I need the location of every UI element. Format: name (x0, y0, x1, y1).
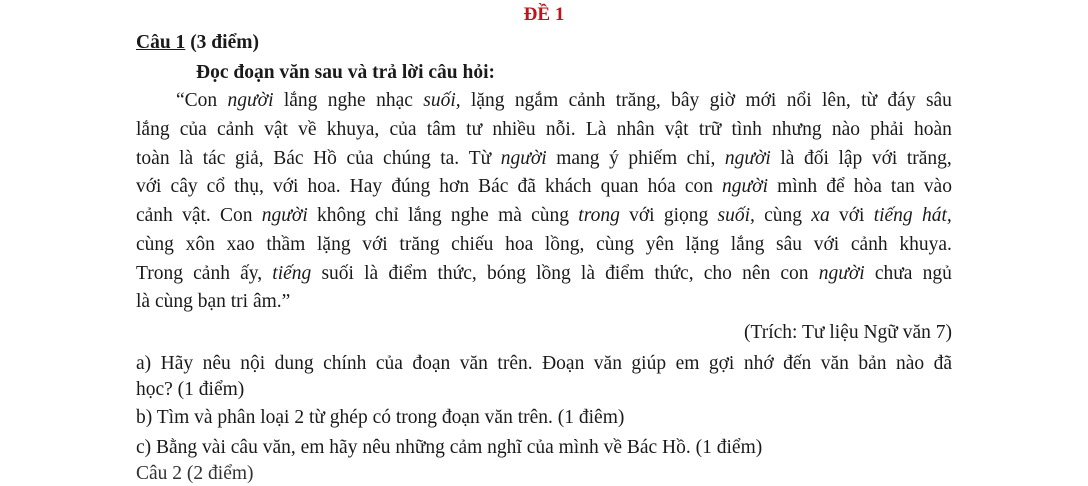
word: với (273, 176, 299, 197)
word: khách (545, 176, 592, 197)
word: cùng (136, 234, 174, 255)
word: nào (831, 119, 860, 140)
word: lắng (408, 205, 442, 226)
word: cây (170, 176, 198, 197)
word: hát, (921, 205, 952, 226)
word: giả, (234, 148, 264, 169)
word: cảnh (217, 119, 254, 140)
word: đáy (887, 90, 916, 111)
word: người (724, 148, 771, 169)
word: cảnh (850, 234, 888, 255)
word: lắng (136, 119, 170, 140)
word: người (722, 176, 768, 197)
word: vật (264, 119, 288, 140)
word: bản (858, 353, 887, 374)
word: tình (731, 119, 762, 140)
word: quan (600, 176, 639, 197)
word: trăng, (615, 90, 661, 111)
word: người (261, 205, 308, 226)
word: với (838, 205, 865, 226)
word: Bác (273, 148, 304, 169)
word: đối (804, 148, 829, 169)
word: ý (609, 148, 619, 169)
word: trữ (698, 119, 722, 140)
passage-line (136, 233, 952, 257)
word: nào (895, 353, 925, 374)
question-b: b) Tìm và phân loại 2 từ ghép có trong đoạn văn trên. (1 điêm) (136, 407, 625, 428)
word: nội (240, 353, 266, 374)
passage-line (136, 204, 952, 228)
question-number: Câu 1 (136, 32, 186, 53)
word: văn (593, 353, 622, 374)
word: trong (578, 205, 620, 226)
word: nhiều (492, 119, 536, 140)
word: để (826, 176, 845, 197)
word: hoa (505, 234, 534, 255)
word: Hồ (313, 148, 337, 169)
word: của (346, 148, 374, 169)
word: khuya. (899, 234, 952, 255)
word: toàn (136, 148, 170, 169)
passage-line (176, 89, 952, 113)
word: về (298, 119, 317, 140)
word: với (136, 176, 162, 197)
word: ngắm (514, 90, 559, 111)
word: con (684, 176, 713, 197)
word: Trong (136, 263, 183, 284)
question-heading (136, 31, 259, 55)
word: của (179, 119, 207, 140)
word: cảnh (568, 90, 606, 111)
word: đoạn (412, 353, 451, 374)
word: ấy, (240, 263, 263, 284)
word: là (364, 263, 379, 284)
word: văn (820, 353, 849, 374)
word: xa (811, 205, 830, 226)
word: mình (777, 176, 818, 197)
word: nhưng (772, 119, 822, 140)
word: cảnh (193, 263, 230, 284)
word: cổ (206, 176, 226, 197)
word: a) (136, 353, 152, 374)
word: chỉ (375, 205, 399, 226)
word: Bác (478, 176, 509, 197)
word: người (500, 148, 547, 169)
word: trăng (399, 234, 440, 255)
word: cùng (596, 234, 635, 255)
word: giúp (631, 353, 667, 374)
word: suối, (717, 205, 755, 226)
word: nghe (450, 205, 489, 226)
word: cho (703, 263, 732, 284)
question-a-line-1 (136, 352, 952, 376)
word: không (317, 205, 366, 226)
word: gợi (708, 353, 735, 374)
question-2-partial (136, 462, 296, 484)
word: mang (556, 148, 600, 169)
word: giờ (709, 90, 736, 111)
word: tác (202, 148, 226, 169)
word: sâu (776, 234, 803, 255)
word: dung (274, 353, 314, 374)
word: tiếng (272, 263, 312, 284)
question-points: (3 điểm) (185, 32, 259, 53)
word: văn (459, 353, 488, 374)
word: lặng (317, 234, 351, 255)
word: Hay (349, 176, 383, 197)
word: vật (664, 119, 689, 140)
word: chiếu (451, 234, 494, 255)
word: người (818, 263, 865, 284)
word: trên. (497, 353, 533, 374)
reading-instruction: Đọc đoạn văn sau và trả lời câu hỏi: (196, 62, 495, 83)
word: mới (745, 90, 777, 111)
word: với (362, 234, 388, 255)
word: cảnh (136, 205, 173, 226)
word: lên, (822, 90, 851, 111)
word: lồng (536, 263, 571, 284)
question-2-partial-text: Câu 2 (2 điểm) (136, 463, 254, 484)
word: cùng (531, 205, 570, 226)
word: ngủ (922, 263, 952, 284)
word: chỉ, (686, 148, 716, 169)
word: từ (861, 90, 878, 111)
passage-source: (Trích: Tư liệu Ngữ văn 7) (744, 322, 952, 343)
word: khuya, (326, 119, 380, 140)
word: thức, (437, 263, 477, 284)
word: chưa (874, 263, 913, 284)
word: mà (498, 205, 522, 226)
word: nêu (202, 353, 231, 374)
word: lắng (730, 234, 765, 255)
word: Con (220, 205, 253, 226)
word: đến (783, 353, 812, 374)
passage-line (136, 147, 952, 171)
word: Là (585, 119, 607, 140)
word: trăng, (906, 148, 952, 169)
word: em (675, 353, 700, 374)
word: là (780, 148, 795, 169)
word: tan (890, 176, 915, 197)
word: con (780, 263, 809, 284)
word: là (179, 148, 194, 169)
word: thầm (266, 234, 306, 255)
word: “Con (176, 90, 218, 111)
word: điểm (388, 263, 428, 284)
word: tâm (426, 119, 456, 140)
word: chúng (383, 148, 431, 169)
word: là (580, 263, 595, 284)
word: hoàn (913, 119, 952, 140)
word: nỗi. (545, 119, 576, 140)
word: hòa (853, 176, 882, 197)
word: với (813, 234, 840, 255)
word: yên (645, 234, 674, 255)
word: nghe (327, 90, 366, 111)
word: cùng (764, 205, 803, 226)
word: xao (226, 234, 255, 255)
word: tiếng (873, 205, 913, 226)
word: vật. (182, 205, 211, 226)
passage-line (136, 262, 952, 286)
word: phiếm (628, 148, 678, 169)
word: của (389, 119, 417, 140)
word: hóa (647, 176, 676, 197)
word: hơn (439, 176, 470, 197)
word: lắng (283, 90, 318, 111)
word: với (871, 148, 898, 169)
word: người (227, 90, 274, 111)
word: giọng (663, 205, 709, 226)
word: lập (838, 148, 863, 169)
word: lồng, (544, 234, 585, 255)
word: suối (321, 263, 354, 284)
word: nên (742, 263, 771, 284)
passage-line (136, 175, 952, 199)
word: hoa. (307, 176, 341, 197)
word: điểm (605, 263, 645, 284)
word: đã (933, 353, 952, 374)
word: ta. (440, 148, 460, 169)
word: Đoạn (542, 353, 585, 374)
word: nhớ (743, 353, 774, 374)
word: đúng (391, 176, 431, 197)
word: với (629, 205, 655, 226)
word: thụ, (234, 176, 264, 197)
word: thức, (654, 263, 694, 284)
word: của (375, 353, 403, 374)
word: phải (870, 119, 904, 140)
passage-line (136, 118, 952, 142)
question-a-line-2: học? (1 điểm) (136, 379, 245, 400)
exam-title: ĐỀ 1 (523, 4, 565, 25)
word: vào (923, 176, 952, 197)
word: lặng (685, 234, 720, 255)
word: nhạc (376, 90, 413, 111)
word: nhân (616, 119, 655, 140)
question-c: c) Bằng vài câu văn, em hãy nêu những cảm nghĩ của mình về Bác Hồ. (1 điểm) (136, 437, 763, 458)
word: suối, (423, 90, 461, 111)
word: sâu (925, 90, 952, 111)
word: đã (517, 176, 536, 197)
word: bóng (486, 263, 526, 284)
word: bây (671, 90, 700, 111)
passage-line: là cùng bạn tri âm.” (136, 291, 291, 312)
word: tư (466, 119, 483, 140)
word: chính (323, 353, 367, 374)
word: xôn (185, 234, 215, 255)
word: lặng (470, 90, 505, 111)
word: Từ (468, 148, 492, 169)
word: nổi (786, 90, 812, 111)
word: Hãy (160, 353, 194, 374)
